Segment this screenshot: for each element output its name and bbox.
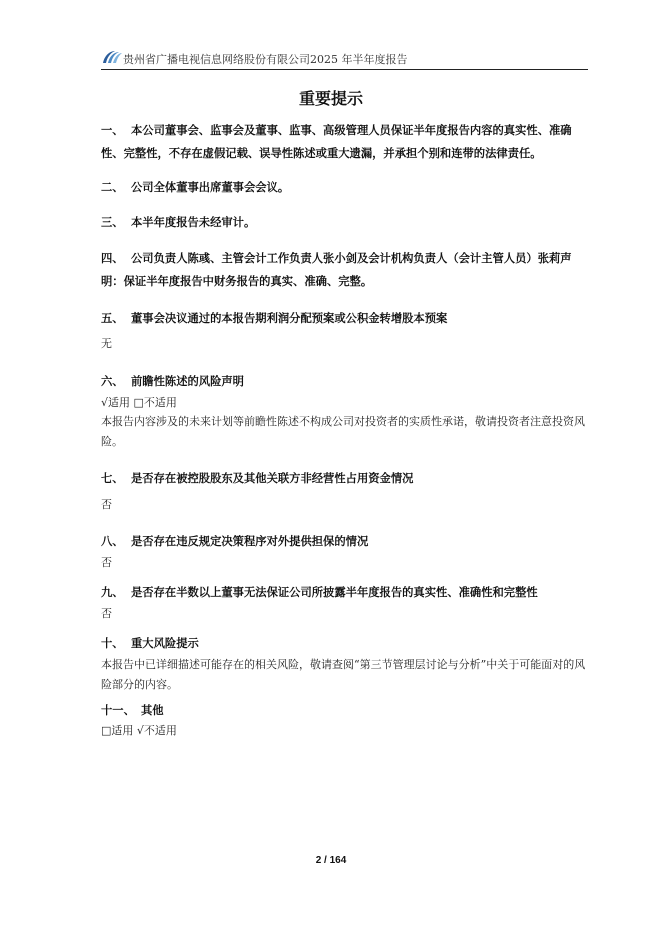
section-2-text: 公司全体董事出席董事会会议。 xyxy=(131,181,290,194)
section-9 xyxy=(101,581,588,604)
header-title: 贵州省广播电视信息网络股份有限公司2025 年半年度报告 xyxy=(123,53,408,66)
section-3-number: 三、 xyxy=(101,216,124,229)
section-9-number: 九、 xyxy=(101,586,124,599)
section-5-text: 董事会决议通过的本报告期利润分配预案或公积金转增股本预案 xyxy=(131,312,448,325)
section-11-text: 其他 xyxy=(141,704,164,717)
section-4-text: 公司负责人陈彧、主管会计工作负责人张小剑及会计机构负责人（会计主管人员）张莉声明：保证半年度报告中财务报告的真实、准确、完整。 xyxy=(101,252,572,288)
company-logo-icon xyxy=(101,50,123,64)
section-6-text: 前瞻性陈述的风险声明 xyxy=(131,375,244,388)
section-9-text: 是否存在半数以上董事无法保证公司所披露半年度报告的真实性、准确性和完整性 xyxy=(131,586,538,599)
section-8-text: 是否存在违反规定决策程序对外提供担保的情况 xyxy=(131,535,369,548)
section-2 xyxy=(101,176,588,199)
section-3 xyxy=(101,211,588,234)
section-6-detail: 本报告内容涉及的未来计划等前瞻性陈述不构成公司对投资者的实质性承诺，敬请投资者注意投资风险。 xyxy=(101,415,585,448)
section-11 xyxy=(101,699,588,722)
section-10 xyxy=(101,632,588,655)
page-number: 2 / 164 xyxy=(315,855,347,866)
section-6-number: 六、 xyxy=(101,375,124,388)
section-5 xyxy=(101,307,588,330)
section-1-text: 本公司董事会、监事会及董事、监事、高级管理人员保证半年度报告内容的真实性、准确性、完整性，不存在虚假记载、误导性陈述或重大遗漏，并承担个别和连带的法律责任。 xyxy=(101,124,572,160)
section-10-text: 重大风险提示 xyxy=(131,637,199,650)
section-2-number: 二、 xyxy=(101,181,124,194)
section-1 xyxy=(101,119,588,165)
section-5-number: 五、 xyxy=(101,312,124,325)
section-11-number: 十一、 xyxy=(101,704,135,717)
section-8-number: 八、 xyxy=(101,535,124,548)
section-10-detail: 本报告中已详细描述可能存在的相关风险，敬请查阅“第三节管理层讨论与分析”中关于可能面对的风险部分的内容。 xyxy=(101,658,586,691)
section-8-answer: 否 xyxy=(101,556,112,569)
section-7-answer: 否 xyxy=(101,498,112,511)
page-header xyxy=(101,47,588,70)
section-9-answer: 否 xyxy=(101,607,112,620)
section-7-text: 是否存在被控股股东及其他关联方非经营性占用资金情况 xyxy=(131,472,414,485)
section-4 xyxy=(101,247,588,293)
section-5-answer: 无 xyxy=(101,337,112,350)
section-11-applicability: □适用 √不适用 xyxy=(101,724,177,737)
section-10-number: 十、 xyxy=(101,637,124,650)
section-4-number: 四、 xyxy=(101,252,124,265)
section-8 xyxy=(101,530,588,553)
section-6-applicability: √适用 □不适用 xyxy=(101,396,177,409)
section-7-number: 七、 xyxy=(101,472,124,485)
section-3-text: 本半年度报告未经审计。 xyxy=(131,216,256,229)
section-1-number: 一、 xyxy=(101,124,124,137)
section-7 xyxy=(101,467,588,490)
page-title: 重要提示 xyxy=(298,89,363,108)
section-6 xyxy=(101,370,588,393)
